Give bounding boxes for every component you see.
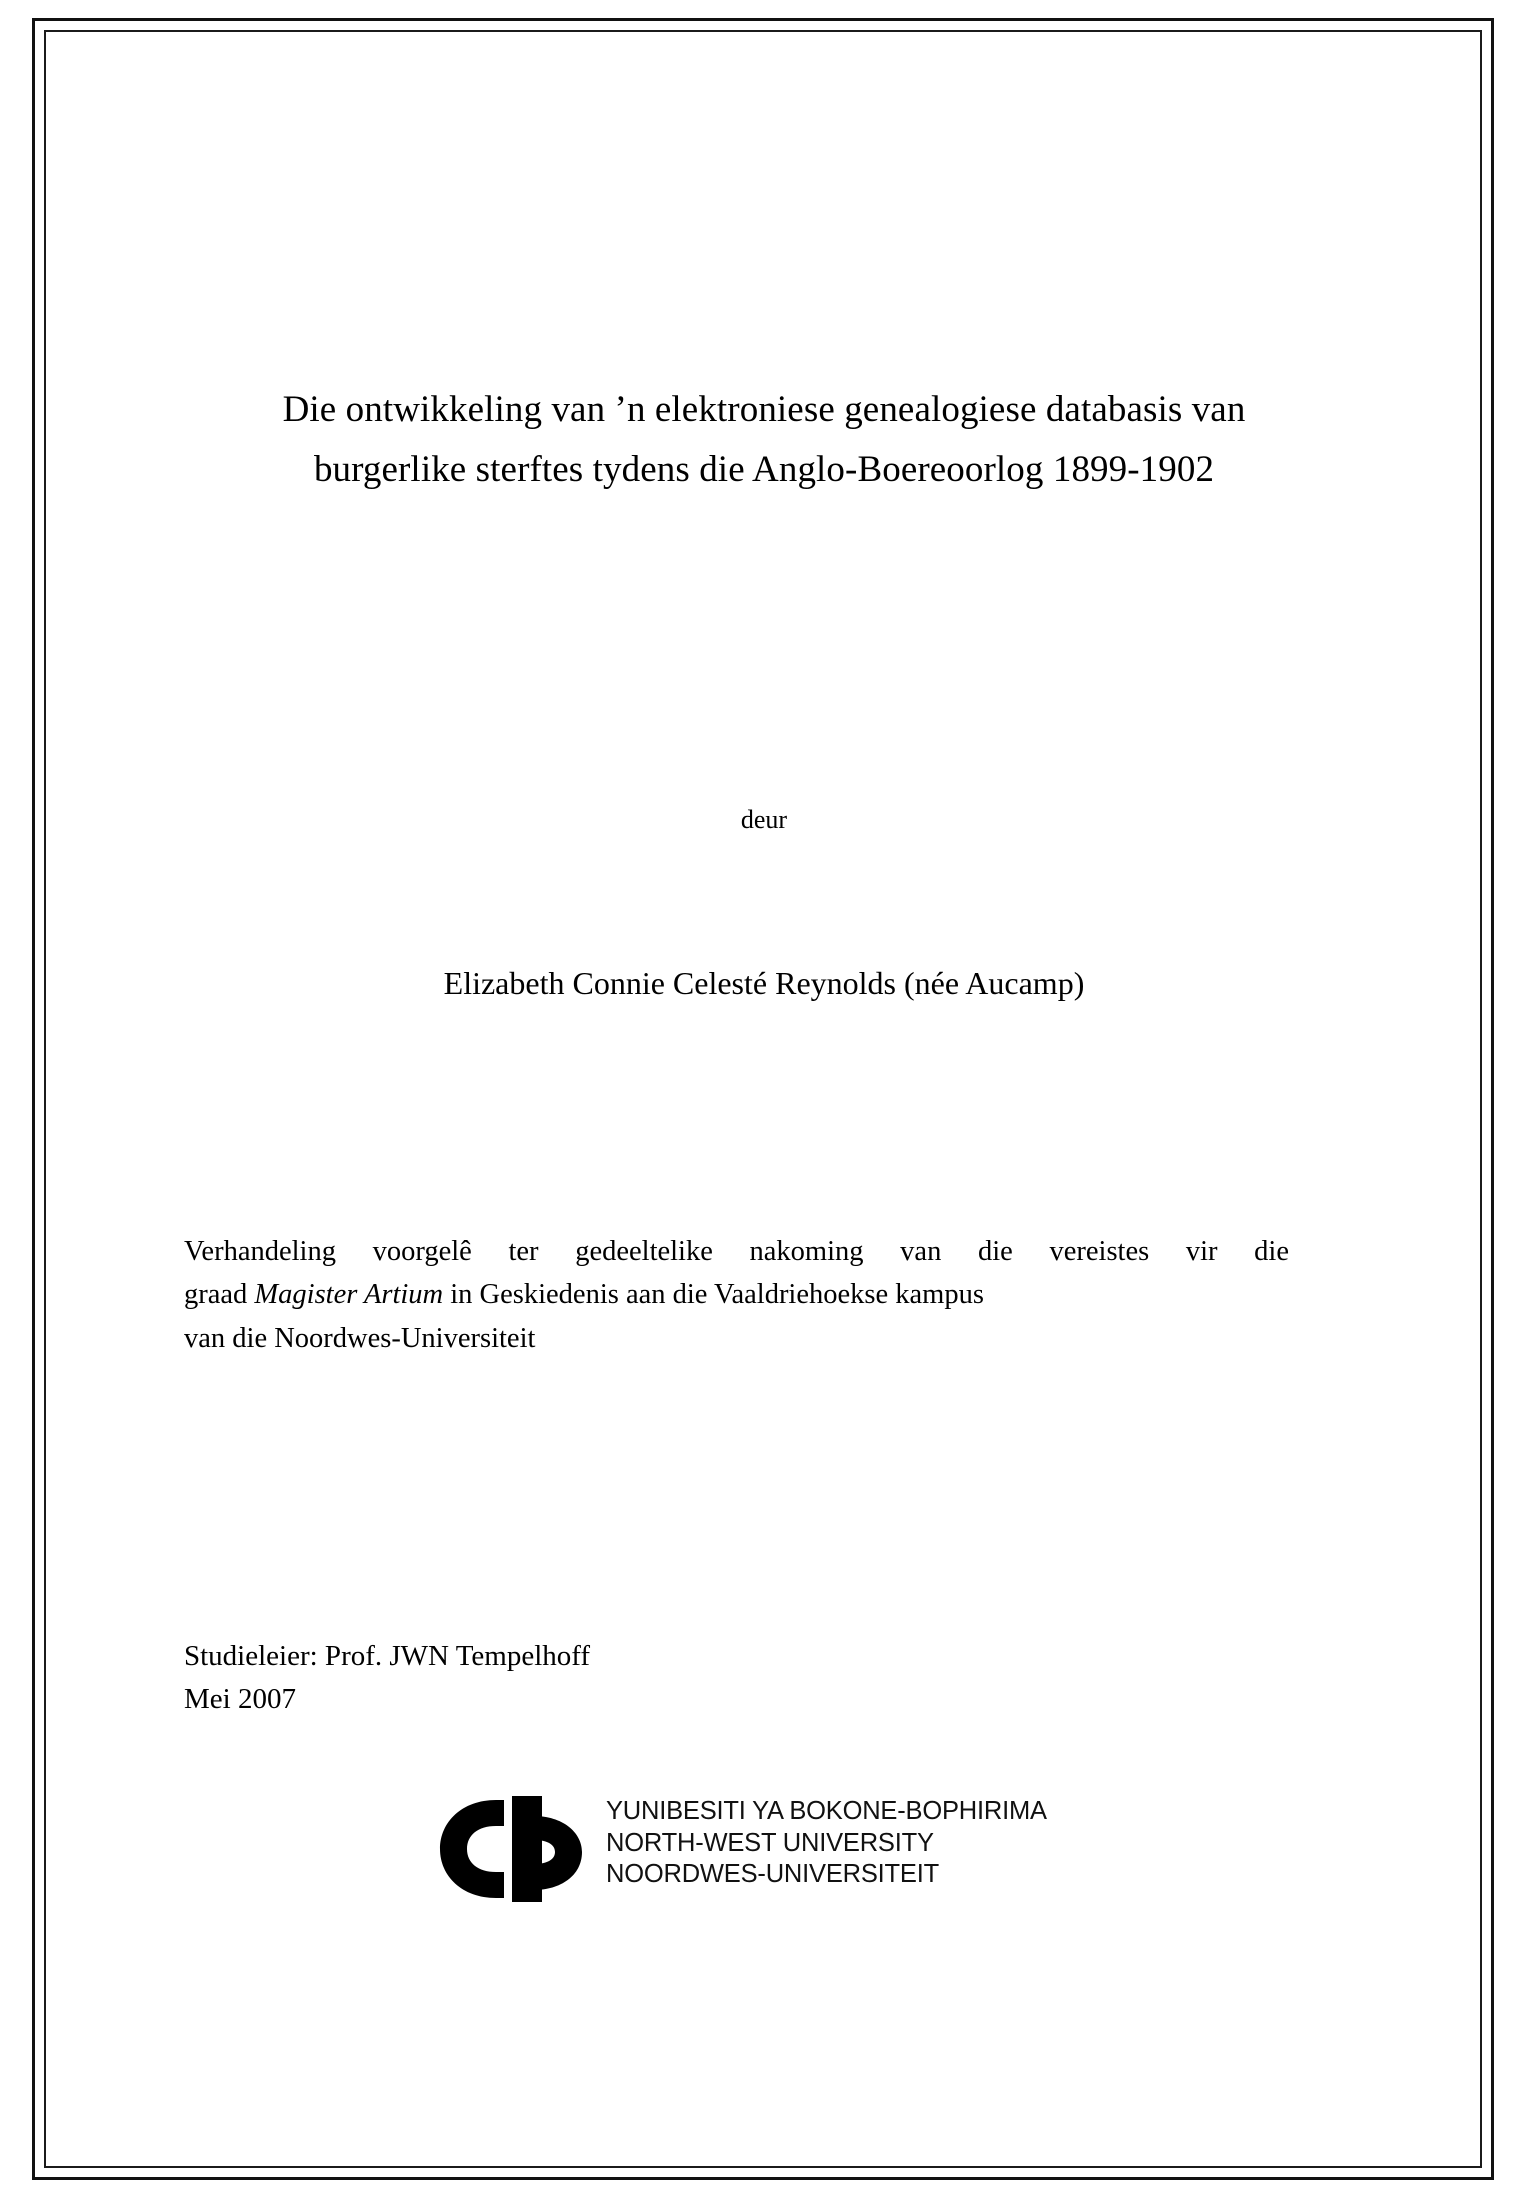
author-name: Elizabeth Connie Celesté Reynolds (née Aucamp): [443, 965, 1085, 1001]
university-logo: [434, 1790, 1134, 1920]
degree-statement-line-2-suffix: in Geskiedenis aan die Vaaldriehoekse kampus: [443, 1279, 984, 1311]
title-line-1: Die ontwikkeling van ’n elektroniese genealogiese databasis van: [282, 389, 1246, 430]
logo-line-1: YUNIBESITI YA BOKONE-BOPHIRIMA: [606, 1797, 1047, 1825]
degree-name-italic: Magister Artium: [254, 1279, 444, 1311]
logo-line-2: NORTH-WEST UNIVERSITY: [606, 1828, 934, 1857]
degree-statement-line-3: van die Noordwes-Universiteit: [184, 1322, 536, 1354]
logo-text-block: [606, 1796, 1047, 1891]
title-line-2: burgerlike sterftes tydens die Anglo-Boereoorlog 1899-1902: [313, 448, 1215, 490]
logo-line-3: NOORDWES-UNIVERSITEIT: [606, 1860, 939, 1889]
page-content: [44, 30, 1482, 2168]
degree-statement-line-1: Verhandeling voorgelê ter gedeeltelike nakoming van die vereistes vir die: [184, 1236, 1289, 1267]
supervisor-block: [184, 1635, 1084, 1720]
page-title: [184, 380, 1344, 500]
degree-statement-line-2-prefix: graad: [184, 1279, 255, 1311]
degree-statement-line-2: [184, 1273, 1289, 1316]
by-label: deur: [740, 805, 788, 834]
supervisor-line: Studieleier: Prof. JWN Tempelhoff: [184, 1640, 591, 1672]
degree-statement: [184, 1230, 1289, 1360]
date-line: Mei 2007: [184, 1682, 296, 1715]
nwu-logo-icon: [434, 1794, 594, 1904]
